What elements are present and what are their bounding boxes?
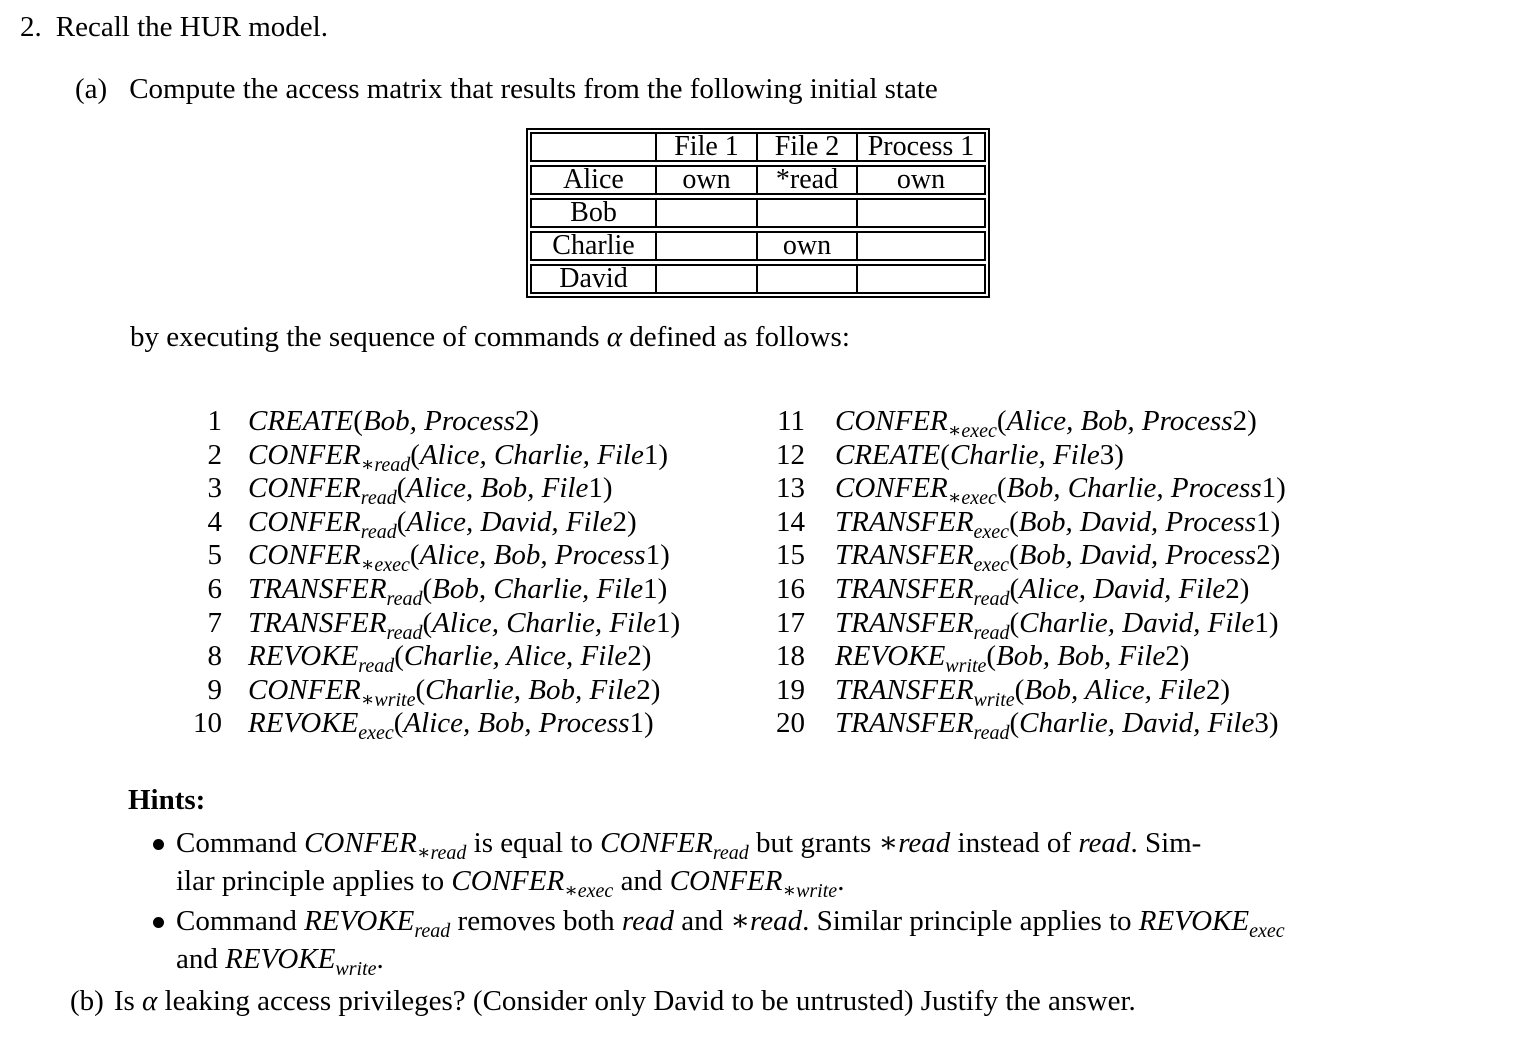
command-subscript: exec	[973, 520, 1010, 543]
command-number: 8	[207, 640, 222, 673]
text-segment: by executing the sequence of commands	[130, 321, 607, 353]
command-list-left	[182, 405, 681, 745]
command-text	[835, 505, 1281, 543]
command-row	[182, 673, 680, 711]
matrix-column-header: File 2	[756, 132, 858, 162]
text-segment: leaking access privileges? (Consider only David to be untrusted) Justify the answer.	[157, 985, 1136, 1017]
command-name: TRANSFER	[835, 673, 974, 706]
part-a-line	[75, 74, 938, 104]
command-args: (Bob, Alice, File2)	[1014, 673, 1230, 706]
command-text	[248, 505, 637, 543]
matrix-cell	[756, 264, 858, 294]
command-name: TRANSFER	[835, 572, 974, 605]
command-args: (Bob, Charlie, File1)	[422, 572, 668, 605]
matrix-cell	[856, 198, 986, 228]
hint-line	[176, 824, 1201, 862]
command-name: REVOKE	[248, 707, 359, 740]
text-segment: defined as follows:	[621, 321, 850, 353]
command-row	[765, 640, 1286, 678]
command-name: TRANSFER	[835, 707, 974, 740]
text-segment: and	[613, 865, 670, 897]
matrix-row	[530, 264, 986, 294]
matrix-cell	[655, 198, 758, 228]
command-subscript: read	[973, 722, 1010, 745]
command-row	[182, 707, 680, 745]
matrix-cell: own	[756, 231, 858, 261]
command-text	[835, 405, 1257, 442]
hint-bullet	[176, 824, 1201, 900]
command-args: (Bob, Bob, File2)	[986, 640, 1190, 673]
problem-title: Recall the HUR model.	[55, 11, 328, 43]
command-text	[248, 640, 652, 678]
math-subscript: write	[335, 958, 377, 980]
command-args: (Bob, David, Process1)	[1009, 505, 1281, 538]
matrix-cell	[655, 264, 758, 294]
matrix-cell	[655, 231, 758, 261]
command-name: REVOKE	[835, 640, 946, 673]
command-text	[835, 673, 1230, 711]
command-text	[835, 707, 1279, 745]
command-text	[835, 539, 1281, 577]
command-name: CONFER	[248, 472, 361, 505]
command-args: (Alice, David, File2)	[1009, 572, 1250, 605]
command-name: TRANSFER	[835, 606, 974, 639]
hint-line	[176, 902, 1285, 940]
command-args: (Alice, Bob, Process1)	[409, 539, 670, 572]
command-number: 17	[776, 606, 805, 639]
command-name: CONFER	[835, 405, 948, 437]
command-row	[765, 572, 1286, 610]
part-a-intro: Compute the access matrix that results from the following initial state	[129, 73, 938, 105]
command-name: CONFER	[248, 505, 361, 538]
command-list-right	[765, 405, 1286, 745]
command-number: 15	[776, 539, 805, 572]
hint-line	[176, 940, 1285, 978]
hint-bullet	[176, 902, 1285, 978]
matrix-subject: Bob	[530, 198, 657, 228]
command-text	[835, 439, 1124, 471]
command-subscript: read	[973, 621, 1010, 644]
command-subscript: read	[358, 655, 395, 678]
command-name: TRANSFER	[835, 539, 974, 572]
matrix-cell: own	[655, 165, 758, 195]
command-text	[835, 572, 1250, 610]
text-segment: α	[142, 985, 158, 1017]
matrix-cell	[856, 264, 986, 294]
command-args: (Alice, Bob, File1)	[396, 472, 613, 505]
text-segment: read	[621, 905, 674, 937]
command-number: 1	[207, 405, 222, 437]
command-subscript: exec	[973, 554, 1010, 577]
text-segment: REVOKE	[225, 943, 336, 975]
command-subscript: ∗read	[360, 453, 411, 476]
command-text	[835, 640, 1190, 678]
command-row	[765, 539, 1286, 577]
command-number: 7	[207, 606, 222, 639]
text-segment: read	[1078, 827, 1131, 859]
command-subscript: write	[945, 655, 987, 678]
part-b-question	[114, 985, 1136, 1017]
text-segment: Is	[113, 985, 143, 1017]
command-row	[765, 673, 1286, 711]
matrix-row	[530, 198, 986, 228]
command-number: 20	[776, 707, 805, 740]
text-segment: ilar principle applies to	[176, 865, 452, 897]
math-subscript: ∗write	[782, 880, 838, 902]
command-text	[248, 405, 539, 437]
command-args: (Alice, Bob, Process1)	[393, 707, 654, 740]
text-segment: α	[606, 321, 622, 353]
matrix-cell	[856, 231, 986, 261]
command-args: (Charlie, David, File1)	[1009, 606, 1279, 639]
command-number: 12	[776, 438, 805, 471]
command-args: (Bob, Charlie, Process1)	[996, 472, 1286, 505]
part-b-label: (b)	[70, 985, 104, 1017]
command-row	[765, 707, 1286, 745]
text-segment: CONFER	[669, 865, 783, 897]
text-segment: instead of	[950, 827, 1079, 859]
text-segment: . Similar principle applies to	[802, 905, 1139, 937]
command-args: (Bob, Process2)	[353, 405, 540, 437]
matrix-row	[530, 231, 986, 261]
command-name: CREATE	[248, 405, 354, 437]
part-a-label: (a)	[75, 73, 108, 105]
command-subscript: read	[386, 587, 423, 610]
command-number: 3	[207, 472, 222, 505]
command-args: (Charlie, File3)	[940, 438, 1124, 471]
command-number: 16	[776, 572, 805, 605]
command-text	[248, 438, 669, 476]
text-segment: CONFER	[304, 827, 417, 859]
command-subscript: read	[360, 520, 397, 543]
command-number: 18	[776, 640, 805, 673]
matrix-column-header: File 1	[655, 132, 758, 162]
command-subscript: ∗exec	[947, 487, 997, 510]
command-number: 13	[776, 472, 805, 505]
command-name: CONFER	[248, 539, 361, 572]
text-segment: is equal to	[466, 827, 601, 859]
matrix-subject: David	[530, 264, 657, 294]
matrix-subject: Charlie	[530, 231, 657, 261]
command-number: 11	[777, 405, 805, 437]
command-name: TRANSFER	[248, 606, 387, 639]
command-args: (Charlie, Bob, File2)	[415, 673, 661, 706]
problem-heading	[20, 12, 328, 42]
matrix-cell: *read	[756, 165, 858, 195]
matrix-subject: Alice	[530, 165, 657, 195]
text-segment: . Sim-	[1130, 827, 1202, 859]
command-text	[248, 707, 654, 745]
command-row	[765, 505, 1286, 543]
math-subscript: ∗exec	[564, 880, 614, 902]
matrix-header-row	[530, 132, 986, 162]
text-segment: removes both	[450, 905, 622, 937]
matrix-corner-cell	[530, 132, 657, 162]
part-b-line	[70, 985, 1136, 1017]
bullet-icon	[153, 917, 164, 928]
command-text	[835, 606, 1279, 644]
command-name: TRANSFER	[835, 505, 974, 538]
command-text	[248, 472, 613, 510]
command-text	[248, 539, 670, 577]
text-segment: Command	[176, 827, 305, 859]
command-args: (Alice, Bob, Process2)	[996, 405, 1257, 437]
matrix-cell	[756, 198, 858, 228]
command-args: (Charlie, Alice, File2)	[394, 640, 652, 673]
command-name: TRANSFER	[248, 572, 387, 605]
text-segment: REVOKE	[304, 905, 415, 937]
command-number: 14	[776, 505, 805, 538]
text-segment: CONFER	[451, 865, 565, 897]
command-subscript: read	[360, 487, 397, 510]
command-row	[182, 539, 680, 577]
command-row	[182, 438, 680, 476]
command-row	[765, 606, 1286, 644]
text-segment: ∗read	[730, 905, 803, 937]
command-row	[182, 572, 680, 610]
command-number: 2	[207, 438, 222, 471]
command-subscript: write	[973, 688, 1015, 711]
problem-number: 2.	[20, 11, 42, 43]
command-args: (Alice, David, File2)	[396, 505, 637, 538]
command-number: 19	[776, 673, 805, 706]
command-number: 10	[193, 707, 222, 740]
command-row	[182, 505, 680, 543]
command-name: CONFER	[248, 673, 361, 706]
command-row	[765, 439, 1286, 473]
command-args: (Charlie, David, File3)	[1009, 707, 1279, 740]
command-number: 9	[207, 673, 222, 706]
text-segment: and	[176, 943, 226, 975]
matrix-column-header: Process 1	[856, 132, 986, 162]
text-segment: REVOKE	[1138, 905, 1250, 937]
command-subscript: ∗write	[360, 688, 416, 711]
math-subscript: read	[712, 842, 749, 864]
command-text	[248, 572, 668, 610]
command-name: CREATE	[835, 438, 941, 471]
hint-line	[176, 862, 1201, 900]
command-text	[248, 606, 681, 644]
access-matrix	[526, 128, 990, 298]
text-segment: but grants	[748, 827, 879, 859]
text-segment: .	[837, 865, 845, 897]
text-segment: CONFER	[600, 827, 713, 859]
command-subscript: read	[386, 621, 423, 644]
command-row	[182, 640, 680, 678]
command-subscript: read	[973, 587, 1010, 610]
math-subscript: read	[414, 920, 451, 942]
command-name: CONFER	[835, 472, 948, 505]
text-segment: ∗read	[878, 827, 951, 859]
math-subscript: ∗read	[416, 842, 467, 864]
math-subscript: exec	[1249, 920, 1285, 942]
command-text	[835, 472, 1286, 510]
hints-heading: Hints:	[128, 784, 206, 816]
text-segment: .	[376, 943, 384, 975]
command-number: 6	[207, 572, 222, 605]
matrix-row	[530, 165, 986, 195]
command-number: 5	[207, 539, 222, 572]
matrix-cell: own	[856, 165, 986, 195]
command-number: 4	[207, 505, 222, 538]
command-subscript: ∗exec	[947, 420, 997, 442]
command-row	[182, 405, 680, 439]
text-segment: Command	[176, 905, 305, 937]
command-subscript: exec	[358, 722, 394, 745]
command-subscript: ∗exec	[360, 554, 410, 577]
command-row	[765, 405, 1286, 442]
command-args: (Bob, David, Process2)	[1009, 539, 1281, 572]
text-segment: and	[673, 905, 731, 937]
command-row	[182, 472, 680, 510]
command-row	[182, 606, 681, 644]
sequence-intro	[130, 322, 850, 352]
command-row	[765, 472, 1286, 510]
bullet-icon	[153, 839, 164, 850]
command-name: CONFER	[248, 438, 361, 471]
command-text	[248, 673, 661, 711]
command-args: (Alice, Charlie, File1)	[422, 606, 681, 639]
command-args: (Alice, Charlie, File1)	[410, 438, 669, 471]
command-name: REVOKE	[248, 640, 359, 673]
